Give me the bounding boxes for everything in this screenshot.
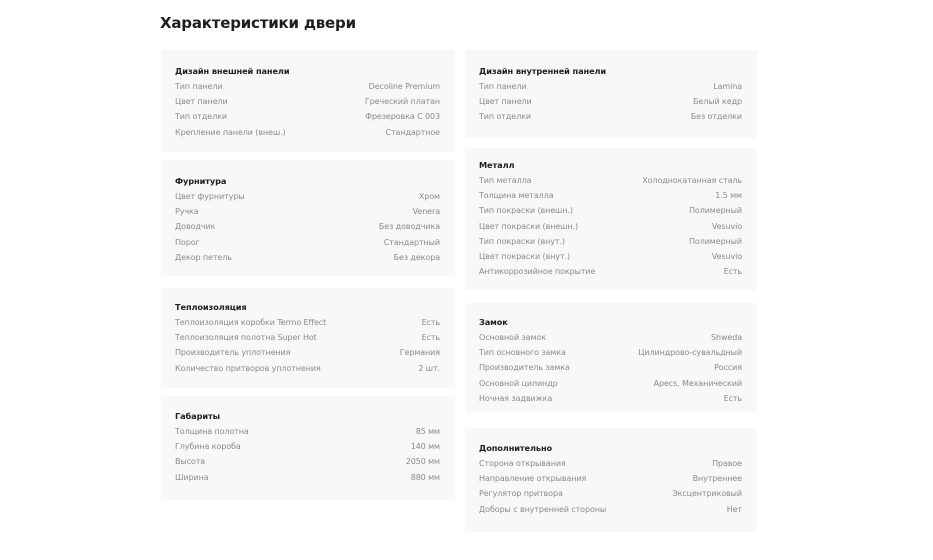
spec-row xyxy=(175,345,440,360)
spec-value: Белый кедр xyxy=(693,97,742,107)
spec-value: Стандартный xyxy=(383,237,440,247)
spec-value: Есть xyxy=(421,318,440,328)
spec-label: Цвет панели xyxy=(175,97,228,107)
spec-label: Тип отделки xyxy=(175,112,227,122)
spec-row xyxy=(175,125,440,140)
spec-row xyxy=(175,470,440,485)
spec-label: Сторона открывания xyxy=(479,459,566,469)
spec-value: Vesuvio xyxy=(711,252,742,262)
spec-value: 880 мм xyxy=(410,472,440,482)
spec-value: Фрезеровка С 003 xyxy=(365,112,440,122)
spec-label: Крепление панели (внеш.) xyxy=(175,127,286,137)
spec-value: Правое xyxy=(712,459,742,469)
spec-label: Производитель замка xyxy=(479,363,570,373)
spec-row xyxy=(175,454,440,469)
spec-label: Антикоррозийное покрытие xyxy=(479,267,596,277)
spec-label: Декор петель xyxy=(175,252,232,262)
spec-value: Полимерный xyxy=(688,236,742,246)
spec-row xyxy=(479,249,742,264)
spec-label: Основной цилиндр xyxy=(479,378,558,388)
spec-row xyxy=(479,376,742,391)
spec-label: Доборы с внутренней стороны xyxy=(479,504,607,514)
spec-value: 2050 мм xyxy=(405,457,440,467)
spec-label: Цвет панели xyxy=(479,97,532,107)
spec-row xyxy=(175,189,440,204)
spec-value: Хром xyxy=(418,192,440,202)
spec-row xyxy=(175,250,440,265)
spec-label: Цвет покраски (внешн.) xyxy=(479,221,578,231)
spec-label: Тип основного замка xyxy=(479,348,566,358)
spec-label: Тип панели xyxy=(175,82,223,92)
spec-row xyxy=(175,79,440,94)
spec-row xyxy=(479,345,742,360)
spec-row xyxy=(175,315,440,330)
spec-value: Германия xyxy=(399,348,440,358)
card-title: Габариты xyxy=(175,411,220,421)
spec-value: Без отделки xyxy=(690,112,742,122)
spec-value: Холоднокатанная сталь xyxy=(642,176,742,186)
spec-row xyxy=(175,235,440,250)
spec-row xyxy=(175,219,440,234)
spec-value: Apecs, Механический xyxy=(653,378,742,388)
spec-label: Тип отделки xyxy=(479,112,531,122)
spec-row xyxy=(175,204,440,219)
spec-label: Толщина металла xyxy=(479,191,554,201)
card-insulation xyxy=(161,288,455,388)
spec-label: Цвет фурнитуры xyxy=(175,192,245,202)
spec-label: Теплоизоляция коробки Termo Effect xyxy=(175,318,327,328)
spec-label: Тип панели xyxy=(479,82,527,92)
spec-label: Доводчик xyxy=(175,222,216,232)
card-title: Теплоизоляция xyxy=(175,302,247,312)
spec-label: Тип покраски (внешн.) xyxy=(479,206,573,216)
card-additional xyxy=(465,428,757,532)
spec-row xyxy=(175,439,440,454)
card-title: Металл xyxy=(479,160,515,170)
card-interior-panel xyxy=(465,50,757,138)
spec-label: Основной замок xyxy=(479,333,546,343)
spec-value: Эксцентриковый xyxy=(672,489,742,499)
spec-value: Venera xyxy=(412,207,440,217)
card-lock xyxy=(465,303,757,413)
spec-label: Высота xyxy=(175,457,206,467)
spec-label: Порог xyxy=(175,237,200,247)
spec-label: Направление открывания xyxy=(479,474,587,484)
spec-row xyxy=(175,361,440,376)
spec-value: Есть xyxy=(421,333,440,343)
spec-value: Shweda xyxy=(711,333,742,343)
spec-row xyxy=(479,502,742,517)
spec-row xyxy=(479,456,742,471)
spec-label: Толщина полотна xyxy=(175,427,249,437)
spec-label: Цвет покраски (внут.) xyxy=(479,252,570,262)
spec-value: 2 шт. xyxy=(418,363,440,373)
spec-value: Нет xyxy=(726,504,742,514)
spec-row xyxy=(479,188,742,203)
spec-value: 140 мм xyxy=(410,442,440,452)
spec-value: Греческий платан xyxy=(364,97,440,107)
card-title: Замок xyxy=(479,317,508,327)
spec-label: Производитель уплотнения xyxy=(175,348,291,358)
card-metal xyxy=(465,148,757,290)
card-title: Дополнительно xyxy=(479,443,553,453)
spec-row xyxy=(479,109,742,124)
spec-value: 85 мм xyxy=(415,427,440,437)
spec-value: Полимерный xyxy=(688,206,742,216)
card-dimensions xyxy=(161,396,455,500)
card-title: Дизайн внутренней панели xyxy=(479,66,607,76)
spec-row xyxy=(479,234,742,249)
spec-row xyxy=(479,173,742,188)
spec-label: Регулятор притвора xyxy=(479,489,563,499)
spec-row xyxy=(479,471,742,486)
spec-row xyxy=(479,203,742,218)
spec-value: Без декора xyxy=(393,252,440,262)
spec-value: Vesuvio xyxy=(711,221,742,231)
spec-value: Без доводчика xyxy=(378,222,440,232)
spec-row xyxy=(175,94,440,109)
spec-label: Теплоизоляция полотна Super Hot xyxy=(175,333,317,343)
spec-label: Ручка xyxy=(175,207,199,217)
spec-row xyxy=(175,109,440,124)
card-title: Дизайн внешней панели xyxy=(175,66,290,76)
spec-row xyxy=(479,79,742,94)
spec-label: Ширина xyxy=(175,472,209,482)
spec-value: Decoline Premium xyxy=(368,82,440,92)
spec-row xyxy=(175,330,440,345)
spec-value: Россия xyxy=(714,363,742,373)
spec-row xyxy=(479,486,742,501)
spec-row xyxy=(479,219,742,234)
spec-value: Цилиндрово-сувальдный xyxy=(638,348,742,358)
spec-value: Стандартное xyxy=(385,127,440,137)
spec-row xyxy=(479,391,742,406)
spec-row xyxy=(175,424,440,439)
spec-label: Глубина короба xyxy=(175,442,241,452)
spec-label: Тип покраски (внут.) xyxy=(479,236,565,246)
spec-value: Есть xyxy=(723,267,742,277)
spec-row xyxy=(479,360,742,375)
spec-value: Есть xyxy=(723,393,742,403)
card-exterior-panel xyxy=(161,50,455,152)
spec-label: Количество притворов уплотнения xyxy=(175,363,321,373)
spec-row xyxy=(479,330,742,345)
page-title: Характеристики двери xyxy=(160,14,356,32)
spec-label: Тип металла xyxy=(479,176,532,186)
spec-label: Ночная задвижка xyxy=(479,393,553,403)
spec-value: 1.5 мм xyxy=(715,191,742,201)
spec-row xyxy=(479,94,742,109)
spec-value: Lamina xyxy=(713,82,742,92)
card-title: Фурнитура xyxy=(175,176,227,186)
spec-value: Внутреннее xyxy=(692,474,742,484)
spec-row xyxy=(479,264,742,279)
card-hardware xyxy=(161,160,455,276)
